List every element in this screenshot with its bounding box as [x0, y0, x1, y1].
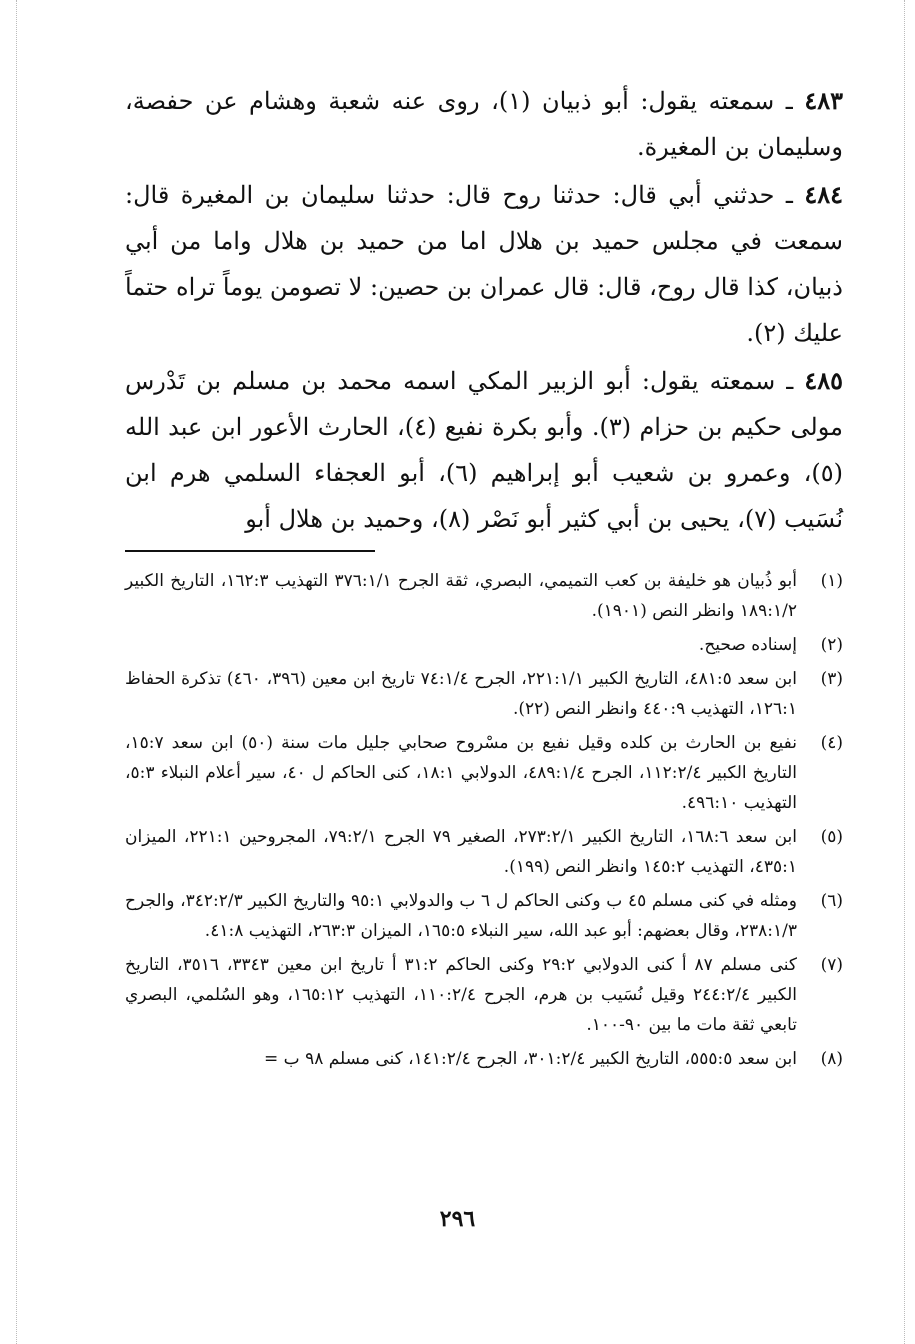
footnote-number: (٣) [820, 669, 843, 689]
footnote-number: (٦) [820, 891, 843, 911]
footnote-number: (٥) [820, 827, 843, 847]
entry-text: ـ حدثني أبي قال: حدثنا روح قال: حدثنا سليمان بن المغيرة قال: سمعت في مجلس حميد بن هلال اما من حميد بن هلال واما من أبي ذبيان، كذا قال روح، قال: قال عمران بن حصين: لا تصومن يوماً تراه حتماً عليك (٢). [125, 181, 843, 347]
footnote-text: ابن سعد ٥٥٥:٥، التاريخ الكبير ٣٠١:٢/٤، الجرح ١٤١:٢/٤، كنى مسلم ٩٨ ب = [264, 1049, 797, 1069]
footnote-number: (٢) [820, 635, 843, 655]
footnote-text: كنى مسلم ٨٧ أ كنى الدولابي ٢٩:٢ وكنى الحاكم ٣١:٢ أ تاريخ ابن معين ٣٣٤٣، ٣٥١٦، التاريخ الكبير ٢٤٤:٢/٤ وقيل نُسَيب بن هرم، الجرح ١١٠:٢/٤، التهذيب ١٦٥:١٢، وهو السُلمي، البصري تابعي ثقة مات ما بين ٩٠-١٠٠. [125, 955, 798, 1035]
footnote-text: ابن سعد ٤٨١:٥، التاريخ الكبير ٢٢١:١/١، الجرح ٧٤:١/٤ تاريخ ابن معين (٣٩٦، ٤٦٠) تذكرة الحفاظ ١٢٦:١، التهذيب ٤٤٠:٩ وانظر النص (٢٢). [125, 669, 797, 719]
footnote-number: (٧) [820, 955, 843, 975]
entry-number: ٤٨٥ [804, 366, 843, 395]
scan-margin-dots-left [16, 0, 17, 1344]
footnote-text: أبو ذُبيان هو خليفة بن كعب التميمي، البصري، ثقة الجرح ٣٧٦:١/١ التهذيب ١٦٢:٣، التاريخ الكبير ١٨٩:١/٢ وانظر النص (١٩٠١). [125, 571, 797, 621]
entry-text: ـ سمعته يقول: أبو ذبيان (١)، روى عنه شعبة وهشام عن حفصة، وسليمان بن المغيرة. [125, 87, 843, 161]
footnote-number: (١) [820, 571, 843, 591]
footnote [125, 664, 843, 724]
footnote [125, 566, 843, 626]
footnote-divider [125, 550, 375, 552]
entry-485 [125, 358, 843, 542]
scan-margin-dots-right [904, 0, 905, 1344]
entry-484 [125, 172, 843, 356]
footnote-number: (٨) [820, 1049, 843, 1069]
footnote [125, 822, 843, 882]
footnote-text: ابن سعد ١٦٨:٦، التاريخ الكبير ٢٧٣:٢/١، الصغير ٧٩ الجرح ٧٩:٢/١، المجروحين ٢٢١:١، الميزان ٤٣٥:١، التهذيب ١٤٥:٢ وانظر النص (١٩٩). [125, 827, 797, 877]
footnote-text: نفيع بن الحارث بن كلده وقيل نفيع بن مسْروح صحابي جليل مات سنة (٥٠) ابن سعد ١٥:٧، التاريخ الكبير ١١٢:٢/٤، الجرح ٤٨٩:١/٤، الدولابي ١٨:١، كنى الحاكم ل ٤٠، سير أعلام النبلاء ٥:٣، التهذيب ٤٩٦:١٠. [125, 733, 797, 813]
footnote [125, 630, 843, 660]
footnote [125, 728, 843, 818]
footnotes [125, 566, 843, 1074]
entry-483 [125, 78, 843, 170]
entry-text: ـ سمعته يقول: أبو الزبير المكي اسمه محمد بن مسلم بن تَدْرس مولى حكيم بن حزام (٣). وأبو بكرة نفيع (٤)، الحارث الأعور ابن عبد الله (٥)، وعمرو بن شعيب أبو إبراهيم (٦)، أبو العجفاء السلمي هرم ابن نُسَيب (٧)، يحيى بن أبي كثير أبو نَصْر (٨)، وحميد بن هلال أبو [125, 367, 843, 533]
page-body [125, 78, 843, 1078]
footnote-number: (٤) [820, 733, 843, 753]
entry-number: ٤٨٤ [804, 180, 843, 209]
footnote [125, 886, 843, 946]
entry-number: ٤٨٣ [804, 86, 843, 115]
footnote [125, 1044, 843, 1074]
page-number: ٢٩٦ [439, 1206, 476, 1232]
footnote [125, 950, 843, 1040]
footnote-text: إسناده صحيح. [698, 635, 797, 655]
footnote-text: ومثله في كنى مسلم ٤٥ ب وكنى الحاكم ل ٦ ب والدولابي ٩٥:١ والتاريخ الكبير ٣٤٢:٢/٣، والجرح ٢٣٨:١/٣، وقال بعضهم: أبو عبد الله، سير النبلاء ١٦٥:٥، الميزان ٢٦٣:٣، التهذيب ٤١:٨. [125, 891, 797, 941]
